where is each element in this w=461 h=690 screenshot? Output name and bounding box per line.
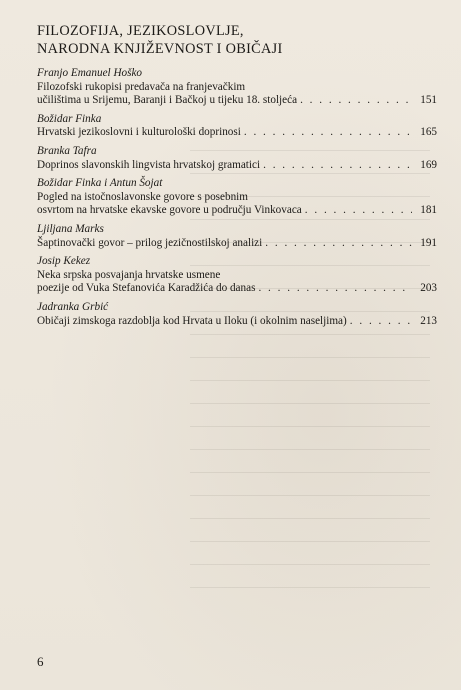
toc-entry-page: 191 <box>420 236 437 249</box>
toc-entry-author: Ljiljana Marks <box>37 222 104 235</box>
dot-leader <box>300 94 412 108</box>
toc-entry-page: 169 <box>420 158 437 171</box>
toc-entry-leader-line <box>37 237 437 251</box>
toc-entry-title-line: Filozofski rukopisi predavača na franjevačkim <box>37 80 246 93</box>
toc-entry-page: 203 <box>420 282 437 295</box>
toc-entry <box>37 301 437 328</box>
toc-entry <box>37 67 437 108</box>
toc-entry-leader-line <box>37 94 437 108</box>
toc-entry <box>37 145 437 172</box>
toc-entry <box>37 177 437 218</box>
toc-entry-title: osvrtom na hrvatske ekavske govore u području Vinkovaca <box>37 204 302 217</box>
dot-leader <box>244 126 412 140</box>
toc-entry-page: 165 <box>420 126 437 139</box>
toc-entry-page: 181 <box>420 204 437 217</box>
toc-entry-leader-line <box>37 126 437 140</box>
toc-entry-leader-line <box>37 282 437 296</box>
toc-entry-author: Božidar Finka i Antun Šojat <box>37 177 163 190</box>
toc-entry-author: Božidar Finka <box>37 112 102 125</box>
toc-entry-author: Branka Tafra <box>37 144 97 157</box>
dot-leader <box>305 204 412 218</box>
dot-leader <box>350 315 412 329</box>
toc-entry-title: Šaptinovački govor – prilog jezičnostilskoj analizi <box>37 236 263 249</box>
toc-entry-leader-line <box>37 204 437 218</box>
section-title-line-1: FILOZOFIJA, JEZIKOSLOVLJE, <box>37 23 244 39</box>
toc-entry-author: Jadranka Grbić <box>37 300 109 313</box>
toc-entry-leader-line <box>37 159 437 173</box>
dot-leader <box>265 237 412 251</box>
toc-entry <box>37 223 437 250</box>
toc-entry-author: Josip Kekez <box>37 255 91 268</box>
toc-entry-title: Doprinos slavonskih lingvista hrvatskoj gramatici <box>37 158 261 171</box>
toc-entry-author: Franjo Emanuel Hoško <box>37 67 143 79</box>
toc-entry <box>37 255 437 296</box>
toc-entry <box>37 113 437 140</box>
section-title-line-2: NARODNA KNJIŽEVNOST I OBIČAJI <box>37 41 283 57</box>
dot-leader <box>258 282 412 296</box>
toc-entry-page: 213 <box>420 314 437 327</box>
toc-entry-title-line: Pogled na istočnoslavonske govore s posebnim <box>37 190 248 203</box>
toc-entry-title: Hrvatski jezikoslovni i kulturološki doprinosi <box>37 126 241 139</box>
toc-entry-title: Običaji zimskoga razdoblja kod Hrvata u Iloku (i okolnim naseljima) <box>37 314 347 327</box>
toc-entry-title: poezije od Vuka Stefanovića Karadžića do danas <box>37 282 256 295</box>
dot-leader <box>263 159 412 173</box>
toc-entry-title: učilištima u Srijemu, Baranji i Bačkoj u tijeku 18. stoljeća <box>37 94 298 107</box>
toc-entry-title-line: Neka srpska posvajanja hrvatske usmene <box>37 268 221 281</box>
page-number: 6 <box>37 654 44 669</box>
table-of-contents <box>37 67 437 333</box>
toc-entry-page: 151 <box>420 94 437 107</box>
toc-entry-leader-line <box>37 315 437 329</box>
section-title <box>37 22 283 58</box>
